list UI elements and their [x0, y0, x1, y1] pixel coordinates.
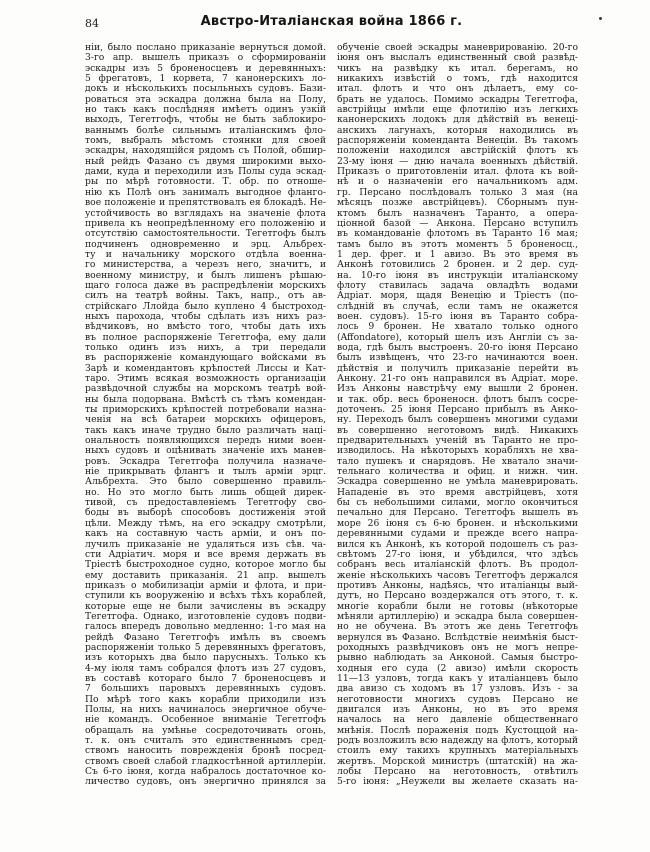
text-line: вѣдчиковъ, но вмѣсто того, чтобы дать ихъ — [85, 321, 326, 333]
left-column — [85, 43, 326, 788]
text-line: докъ и нѣсколькихъ посыльныхъ судовъ. Бази- — [85, 83, 326, 95]
text-line: приказъ о мобилизаціи арміи и флота, и при- — [85, 579, 326, 591]
text-line: іюня онъ выслалъ единственный свой развѣд- — [337, 52, 578, 64]
text-line: Адріат. моря, щадя Венецію и Тріестъ (по- — [337, 290, 578, 302]
text-line: Полы, на нихъ начиналось энергичное обуче- — [85, 704, 326, 715]
text-line: вое положеніе и препятствовалъ ея блокадѣ. Не- — [85, 197, 326, 209]
text-line: австрійцы имѣли еще флотилію изъ легкихъ — [337, 104, 578, 116]
text-line: только одинъ изъ нихъ, а три передали — [85, 341, 326, 353]
text-line: вился къ Анконѣ, къ которой подошелъ съ раз- — [337, 538, 578, 550]
text-line: ступили къ вооруженію и всѣхъ тѣхъ кораблей, — [85, 590, 326, 602]
text-line: нѣ и о назначеніи его начальникомъ адм. — [337, 176, 578, 188]
text-line: боды въ выборѣ способовъ достиженія этой — [85, 507, 326, 519]
text-line: мѣняли артиллерію) и эскадра была совершен- — [337, 610, 578, 622]
text-line: эскадры изъ 5 броненосцевъ и деревянныхъ: — [85, 62, 326, 74]
text-line: стрійскаго Ллойда было куплено 4 быстроход- — [85, 300, 326, 312]
text-line: многіе корабли были не готовы (нѣкоторые — [337, 600, 578, 612]
text-line: вернулся въ Фазано. Вслѣдствіе неимѣнія быст- — [337, 631, 578, 643]
text-line: въ совершенно неготовомъ видѣ. Никакихъ — [337, 424, 578, 436]
text-line: какъ на составную часть арміи, и онъ по- — [85, 528, 326, 540]
text-line: развѣдочной службы на морскомъ театрѣ вой- — [85, 383, 326, 395]
text-line: море 26 іюня съ 6-ю бронен. и нѣсколькими — [337, 517, 578, 529]
text-line: Тегетгофа. Однако, изготовленіе судовъ подви- — [85, 610, 326, 622]
text-line: ты приморскихъ крѣпостей потребовали назна- — [85, 404, 326, 416]
text-line: но. Но это могло быть лишь общей дирек- — [85, 486, 326, 498]
text-line: былъ извѣщенъ, что 23-го начинаются воен. — [337, 352, 578, 364]
text-line: на. 10-го іюня въ инструкціи италіанскому — [337, 269, 578, 281]
text-line: ный рейдъ Фазано съ двумя широкими выхо- — [85, 155, 326, 167]
text-line: подчиненъ одновременно и эрц. Альбрех- — [85, 238, 326, 250]
text-line: тивой, съ предоставленіемъ Тегетгофу сво- — [85, 497, 326, 509]
text-line: Эскадра совершенно не умѣла маневрировать. — [337, 476, 578, 488]
text-line: стоилъ ему такихъ крупныхъ матеріальныхъ — [337, 745, 578, 757]
text-line: цѣли. Между тѣмъ, на его эскадру смотрѣли, — [85, 517, 326, 529]
text-line: положеніи находился австрійскій флотъ къ — [337, 145, 578, 157]
text-line: воен. судовъ). 15-го іюня въ Таранто собра- — [337, 310, 578, 322]
text-line: канонерскихъ лодокъ для дѣйствій въ венеці- — [337, 114, 578, 126]
text-line: деревянными судами и прежде всего напра- — [337, 528, 578, 540]
text-line: ны была подорвана. Вмѣстѣ съ тѣмъ комендан- — [85, 393, 326, 405]
text-line: рейдѣ Фазано Тегетгофъ имѣлъ въ своемъ — [85, 631, 326, 643]
page-title: Австро-Италіанская война 1866 г. — [200, 14, 463, 29]
text-line: роваться эта эскадра должна была на Полу, — [85, 93, 326, 105]
text-line: эскадры, находящійся рядомъ съ Полой, обшир- — [85, 145, 326, 157]
text-line: 5-го іюня: „Неужели вы желаете сказать на- — [337, 776, 578, 788]
text-line: двигался изъ Анконы, но въ это время — [337, 704, 578, 715]
text-line: Съ 6-го іюня, когда набралось достаточное ко- — [85, 766, 326, 778]
text-line: томъ, выбралъ мѣстомъ стоянки для своей — [85, 135, 326, 147]
text-line: обращалъ на умѣнье сосредоточивать огонь, — [85, 724, 326, 736]
text-line: изводилось. На нѣкоторыхъ корабляхъ не хва- — [337, 445, 578, 457]
text-line: въ распоряженіе командующаго войсками въ — [85, 352, 326, 364]
text-line: Изъ Анконы навстрѣчу ему вышли 2 бронен. — [337, 383, 578, 395]
text-line: ваннымъ болѣе сильнымъ италіанскимъ фло- — [85, 124, 326, 136]
text-columns — [85, 43, 578, 788]
text-line: неготовности многихъ судовъ Персано не — [337, 693, 578, 705]
text-line: распоряженіи коменданта Венеціи. Въ такомъ — [337, 135, 578, 147]
text-line: но не обучена. Въ этотъ же день Тегетгофъ — [337, 621, 578, 633]
text-line: изъ которыхъ два было парусныхъ. Только къ — [85, 652, 326, 664]
page-number: 84 — [85, 17, 99, 30]
text-line: Анконѣ готовились 2 бронен. и 2 дер. суд- — [337, 259, 578, 271]
text-line: личество судовъ, онъ энергично принялся за — [85, 776, 326, 788]
text-line: Альбрехта. Это было совершенно правиль- — [85, 476, 326, 488]
text-line: женіе нѣсколькихъ часовъ Тегетгофъ держался — [337, 569, 578, 581]
text-line: гр. Персано послѣдовалъ только 3 мая (на — [337, 186, 578, 198]
text-line: ровъ. Эскадра Тегетгофа получила назначе- — [85, 455, 326, 467]
text-line: ствомъ наносить поврежденія бронѣ посред- — [85, 745, 326, 757]
text-line: мѣсяцъ позже австрійцевъ). Сборнымъ пун- — [337, 197, 578, 209]
text-line: тамъ было въ этотъ моментъ 5 броненосц., — [337, 238, 578, 250]
text-line: щаго голоса даже въ распредѣленіи морскихъ — [85, 279, 326, 291]
text-line: брать не удалось. Помимо эскадры Тегетгофа, — [337, 93, 578, 105]
text-line: лучилъ приказаніе не удаляться изъ сѣв. ча- — [85, 538, 326, 550]
text-line: дутъ, но Персано воздержался отъ этого, т. к. — [337, 590, 578, 602]
text-line: т. к. онъ считалъ это единственнымъ сред- — [85, 735, 326, 747]
text-line: итал. флотъ и что онъ дѣлаетъ, ему со- — [337, 83, 578, 95]
text-line: слѣдній въ случаѣ, если тамъ не окажется — [337, 300, 578, 312]
text-line: тало пушекъ и снарядовъ. Не хватало значи- — [337, 455, 578, 467]
text-line: ствомъ своей слабой гладкостѣнной артиллеріи. — [85, 755, 326, 767]
text-line: ктомъ былъ назначенъ Таранто, а опера- — [337, 207, 578, 219]
text-line: ніи, было послано приказаніе вернуться домой. — [85, 42, 326, 53]
text-line: сти Адріатич. моря и все время держать въ — [85, 548, 326, 560]
text-line: мнѣнія. Послѣ пораженія подъ Кустоццой на- — [337, 724, 578, 736]
text-line: анскихъ лагунахъ, которыя находились въ — [337, 124, 578, 136]
text-line: бы съ небольшими силами, могло окончиться — [337, 497, 578, 509]
text-line: обученіе своей эскадры маневрированію. 20-го — [337, 42, 578, 53]
text-line: нію къ Полѣ онъ занималъ выгодное фланго- — [85, 186, 326, 198]
text-line: ры по мѣрѣ готовности. Т. обр. по отноше- — [85, 176, 326, 188]
text-line: жертвъ. Морской министръ (штатскій) на жа- — [337, 755, 578, 767]
text-line: такъ какъ иначе трудно было различать наці- — [85, 424, 326, 436]
text-line: 7 большихъ паровыхъ деревянныхъ судовъ. — [85, 683, 326, 695]
text-line: вода, гдѣ былъ выстроенъ. 20-го іюня Персано — [337, 341, 578, 353]
text-line: собранъ весь италіанскій флотъ. Въ продол- — [337, 559, 578, 571]
text-line: противъ Анконы, надѣясь, что италіанцы вый- — [337, 579, 578, 591]
text-line: ныхъ парохода, чтобы сдѣлать изъ нихъ раз- — [85, 310, 326, 322]
text-line: 1 дер. фрег. и 1 авизо. Въ это время въ — [337, 248, 578, 260]
text-line: ныхъ судовъ и оцѣнивать значеніе ихъ манев- — [85, 445, 326, 457]
text-line: чикъ на развѣдку къ итал. берегамъ, но — [337, 62, 578, 74]
text-line: лось 9 бронен. Не хватало только одного — [337, 321, 578, 333]
text-line: Нападеніе въ это время австрійцевъ, хотя — [337, 486, 578, 498]
text-line: началось на него давленіе общественнаго — [337, 714, 578, 726]
text-line: таро. Этимъ всякая возможность организаціи — [85, 373, 326, 384]
text-line: По мѣрѣ того какъ корабли приходили изъ — [85, 693, 326, 705]
text-line: Зарѣ и комендантовъ крѣпостей Лиссы и Кат- — [85, 362, 326, 374]
text-line: но такъ какъ послѣдняя имѣетъ одинъ узкій — [85, 104, 326, 116]
text-line: 5 фрегатовъ, 1 корвета, 7 канонерскихъ ло- — [85, 73, 326, 85]
page-header-row — [85, 14, 578, 34]
text-line: родъ возложилъ всю надежду на флотъ, который — [337, 735, 578, 747]
text-line: ему доставить приказанія. 21 апр. вышелъ — [85, 569, 326, 581]
text-line: го министерства, а черезъ него, значитъ, и — [85, 259, 326, 271]
text-line: ходныя его суда (2 авизо) имѣли скорость — [337, 662, 578, 674]
text-line: и так. обр. весь броненосн. флотъ былъ сосре- — [337, 393, 578, 405]
text-line: устойчивость во взглядахъ на значеніе флота — [85, 207, 326, 219]
text-line: привела къ неопредѣленному его положенію и — [85, 217, 326, 229]
text-line: никакихъ извѣстій о томъ, гдѣ находится — [337, 73, 578, 85]
text-line: въ составѣ котораго было 7 броненосцевъ и — [85, 672, 326, 684]
text-line: галось впередъ довольно медленно: 1-го мая на — [85, 621, 326, 633]
text-line: Тріестѣ быстроходное судно, которое могло бы — [85, 559, 326, 571]
text-line: 11—13 узловъ, тогда какъ у италіанцевъ было — [337, 672, 578, 684]
text-line: два авизо съ ходомъ въ 17 узловъ. Изъ - за — [337, 683, 578, 695]
text-line: силъ на театрѣ войны. Такъ, напр., отъ ав- — [85, 290, 326, 302]
text-line: 23-му іюня — дню начала военныхъ дѣйствій. — [337, 155, 578, 167]
text-line: которые еще не были зачислены въ эскадру — [85, 600, 326, 612]
text-line: предварительныхъ ученій въ Таранто не про- — [337, 435, 578, 447]
text-line: выходъ, Тегетгофъ, чтобы не быть заблокиро- — [85, 114, 326, 126]
text-line: дами, куда и переходили изъ Полы суда эскад- — [85, 166, 326, 178]
text-line: ніе командъ. Особенное вниманіе Тегетгофъ — [85, 714, 326, 726]
right-column — [337, 43, 578, 788]
text-line: (Affondatore), который шелъ изъ Англіи съ за- — [337, 331, 578, 343]
text-line: отсутствію самостоятельности. Тегетгофъ былъ — [85, 228, 326, 240]
text-line: распоряженіи только 5 деревянныхъ фрегатовъ, — [85, 641, 326, 653]
text-line: лобы Персано на неготовность, отвѣтилъ — [337, 766, 578, 778]
text-line: дѣйствія и получилъ приказаніе перейти въ — [337, 362, 578, 374]
text-line: флоту ставилась задача овладѣть водами — [337, 279, 578, 291]
text-line: роходныхъ развѣдчиковъ онъ не могъ непре- — [337, 641, 578, 653]
text-line: тельнаго количества и офиц. и нижн. чин. — [337, 466, 578, 478]
text-line: ну. Переходъ былъ совершенъ многими судами — [337, 414, 578, 426]
text-line: печально для Персано. Тегетгофъ вышелъ въ — [337, 507, 578, 519]
text-line: ту и начальнику морского отдѣла военна- — [85, 248, 326, 260]
text-line: Приказъ о приготовленіи итал. флота къ вой- — [337, 166, 578, 178]
text-line: ченія на всѣ батареи морскихъ офицеровъ, — [85, 414, 326, 426]
text-line: 3-го апр. вышелъ приказъ о сформированіи — [85, 52, 326, 64]
text-line: доточенъ. 25 іюня Персано прибылъ въ Анко- — [337, 404, 578, 416]
text-line: ніе прикрывать флангъ и тылъ арміи эрцг. — [85, 466, 326, 478]
text-line: военному министру, и былъ лишенъ рѣшаю- — [85, 269, 326, 281]
text-line: ціонной базой — Анкона. Персано вступилъ — [337, 217, 578, 229]
text-line: рывно наблюдать за Анконой. Самыя быстро- — [337, 652, 578, 664]
scan-speck — [599, 17, 602, 20]
text-line: ональность появляющихся передъ ними воен- — [85, 435, 326, 447]
text-line: въ командованіе флотомъ въ Таранто 16 мая; — [337, 228, 578, 240]
text-line: въ полное распоряженіе Тегетгофа, ему дали — [85, 331, 326, 343]
text-line: Анкону. 21-го онъ направился въ Адріат. море. — [337, 373, 578, 384]
text-line: свѣтомъ 27-го іюня, и убѣдился, что здѣсь — [337, 548, 578, 560]
text-line: 4-му іюля тамъ собрался флотъ изъ 27 судовъ, — [85, 662, 326, 674]
